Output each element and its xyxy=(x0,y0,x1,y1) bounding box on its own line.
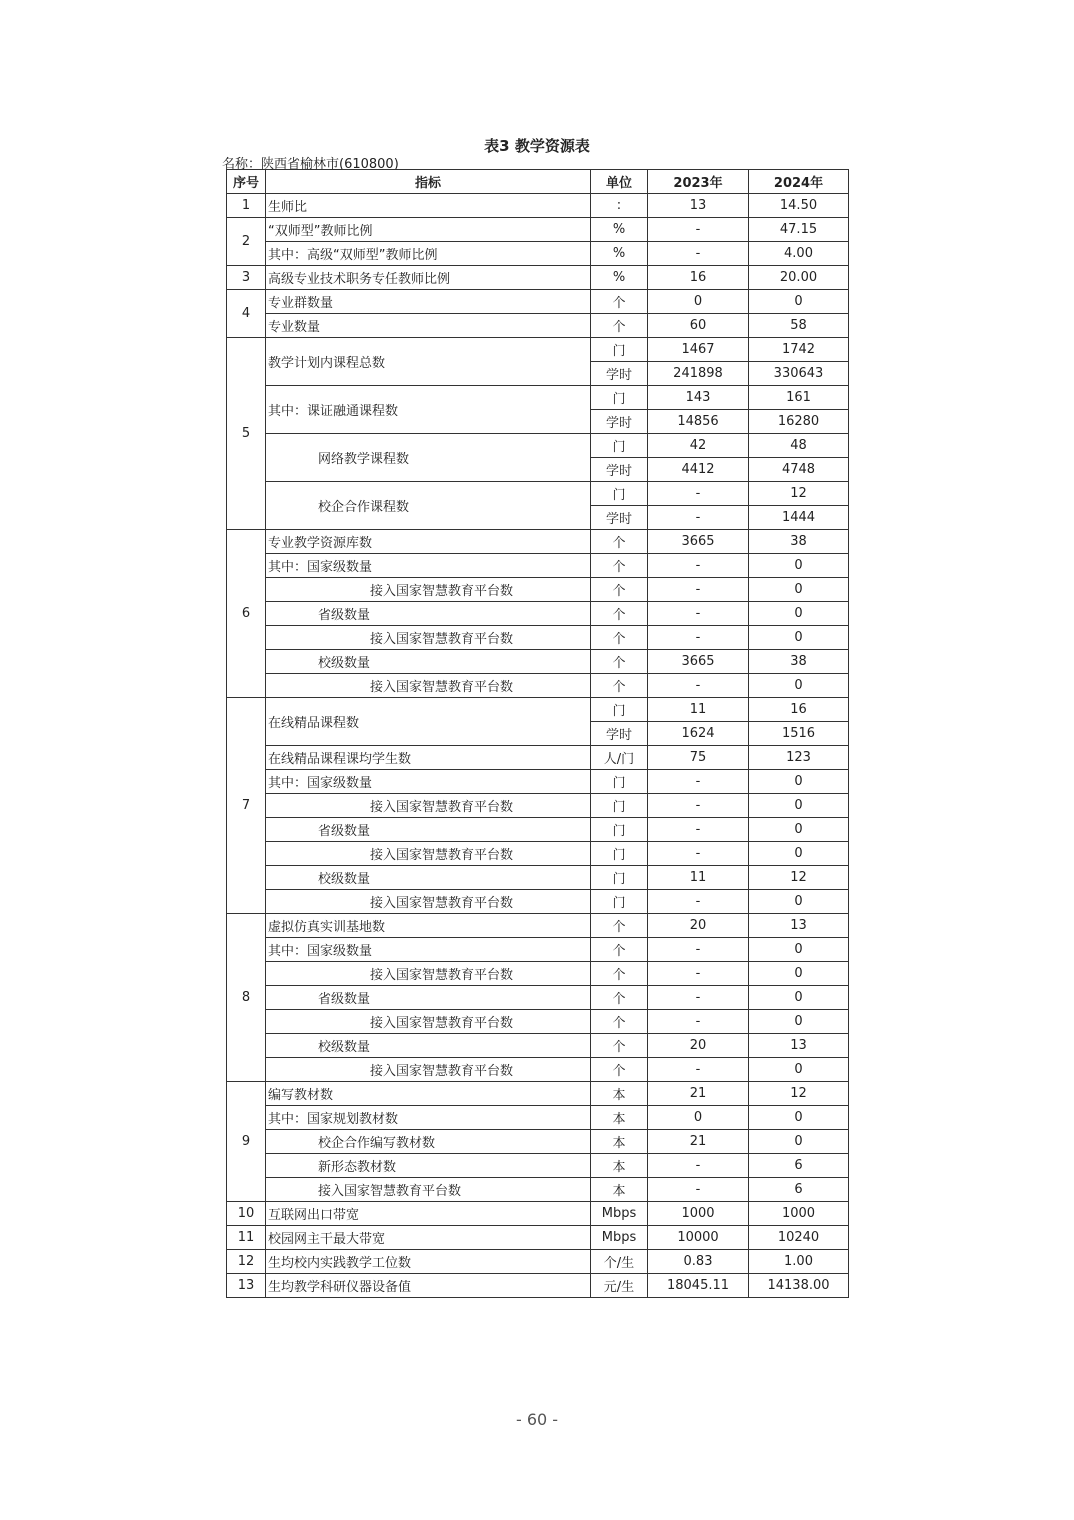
value-2024-cell: 14138.00 xyxy=(749,1274,849,1298)
value-2023-cell: - xyxy=(648,482,749,506)
indicator-cell: 接入国家智慧教育平台数 xyxy=(266,674,591,698)
unit-cell: 个 xyxy=(591,578,648,602)
unit-cell: 学时 xyxy=(591,362,648,386)
table-row xyxy=(227,770,849,794)
unit-cell: 本 xyxy=(591,1130,648,1154)
value-2024-cell: 12 xyxy=(749,1082,849,1106)
table-row xyxy=(227,602,849,626)
indicator-cell: 新形态教材数 xyxy=(266,1154,591,1178)
table-row xyxy=(227,1178,849,1202)
seq-cell: 11 xyxy=(227,1226,266,1250)
institution-name: 名称：陕西省榆林市(610800) xyxy=(222,157,399,172)
table-row xyxy=(227,626,849,650)
value-2023-cell: - xyxy=(648,218,749,242)
value-2024-cell: 38 xyxy=(749,530,849,554)
value-2023-cell: 0.83 xyxy=(648,1250,749,1274)
unit-cell: 个 xyxy=(591,938,648,962)
unit-cell: : xyxy=(591,194,648,218)
value-2024-cell: 1516 xyxy=(749,722,849,746)
indicator-cell: 高级专业技术职务专任教师比例 xyxy=(266,266,591,290)
page-number: - 60 - xyxy=(515,1410,559,1429)
unit-cell: 门 xyxy=(591,794,648,818)
unit-cell: 门 xyxy=(591,770,648,794)
indicator-cell: 省级数量 xyxy=(266,602,591,626)
value-2023-cell: 13 xyxy=(648,194,749,218)
value-2023-cell: - xyxy=(648,986,749,1010)
value-2023-cell: - xyxy=(648,626,749,650)
table-row xyxy=(227,938,849,962)
indicator-cell: 在线精品课程课均学生数 xyxy=(266,746,591,770)
indicator-cell: 生均教学科研仪器设备值 xyxy=(266,1274,591,1298)
value-2024-cell: 1444 xyxy=(749,506,849,530)
table-row xyxy=(227,674,849,698)
value-2024-cell: 0 xyxy=(749,554,849,578)
unit-cell: Mbps xyxy=(591,1226,648,1250)
value-2024-cell: 48 xyxy=(749,434,849,458)
indicator-cell: 互联网出口带宽 xyxy=(266,1202,591,1226)
value-2023-cell: - xyxy=(648,1154,749,1178)
table-row xyxy=(227,1202,849,1226)
unit-cell: 个/生 xyxy=(591,1250,648,1274)
header-unit: 单位 xyxy=(591,170,648,194)
value-2024-cell: 0 xyxy=(749,818,849,842)
value-2023-cell: 241898 xyxy=(648,362,749,386)
unit-cell: 个 xyxy=(591,1034,648,1058)
unit-cell: 学时 xyxy=(591,410,648,434)
unit-cell: 学时 xyxy=(591,458,648,482)
table-row xyxy=(227,386,849,410)
header-2023: 2023年 xyxy=(648,170,749,194)
value-2023-cell: 20 xyxy=(648,1034,749,1058)
table-row xyxy=(227,290,849,314)
value-2023-cell: - xyxy=(648,938,749,962)
value-2023-cell: 1000 xyxy=(648,1202,749,1226)
indicator-cell: 其中：国家级数量 xyxy=(266,770,591,794)
value-2023-cell: 11 xyxy=(648,866,749,890)
unit-cell: 个 xyxy=(591,1010,648,1034)
value-2024-cell: 0 xyxy=(749,578,849,602)
table-row xyxy=(227,1130,849,1154)
unit-cell: 门 xyxy=(591,818,648,842)
table-row xyxy=(227,986,849,1010)
indicator-cell: 网络教学课程数 xyxy=(266,434,591,482)
unit-cell: 学时 xyxy=(591,506,648,530)
unit-cell: 门 xyxy=(591,434,648,458)
value-2023-cell: - xyxy=(648,506,749,530)
value-2024-cell: 38 xyxy=(749,650,849,674)
indicator-cell: 校级数量 xyxy=(266,650,591,674)
value-2024-cell: 6 xyxy=(749,1178,849,1202)
value-2023-cell: - xyxy=(648,842,749,866)
indicator-cell: 专业数量 xyxy=(266,314,591,338)
unit-cell: 个 xyxy=(591,314,648,338)
table-row xyxy=(227,962,849,986)
header-row xyxy=(227,170,849,194)
unit-cell: 个 xyxy=(591,530,648,554)
value-2023-cell: 143 xyxy=(648,386,749,410)
indicator-cell: 编写教材数 xyxy=(266,1082,591,1106)
value-2023-cell: - xyxy=(648,770,749,794)
value-2024-cell: 1742 xyxy=(749,338,849,362)
unit-cell: 学时 xyxy=(591,722,648,746)
indicator-cell: 生师比 xyxy=(266,194,591,218)
unit-cell: 个 xyxy=(591,1058,648,1082)
value-2024-cell: 0 xyxy=(749,626,849,650)
value-2024-cell: 0 xyxy=(749,602,849,626)
value-2024-cell: 0 xyxy=(749,842,849,866)
indicator-cell: 专业群数量 xyxy=(266,290,591,314)
table-row xyxy=(227,914,849,938)
value-2024-cell: 0 xyxy=(749,1010,849,1034)
indicator-cell: 校级数量 xyxy=(266,1034,591,1058)
indicator-cell: 虚拟仿真实训基地数 xyxy=(266,914,591,938)
indicator-cell: 生均校内实践教学工位数 xyxy=(266,1250,591,1274)
indicator-cell: 接入国家智慧教育平台数 xyxy=(266,626,591,650)
value-2023-cell: 21 xyxy=(648,1130,749,1154)
seq-cell: 1 xyxy=(227,194,266,218)
indicator-cell: 接入国家智慧教育平台数 xyxy=(266,842,591,866)
value-2024-cell: 0 xyxy=(749,1058,849,1082)
seq-cell: 8 xyxy=(227,914,266,1082)
value-2024-cell: 12 xyxy=(749,866,849,890)
indicator-cell: 接入国家智慧教育平台数 xyxy=(266,890,591,914)
unit-cell: 本 xyxy=(591,1154,648,1178)
seq-cell: 7 xyxy=(227,698,266,914)
table-row xyxy=(227,314,849,338)
table-row xyxy=(227,818,849,842)
unit-cell: 个 xyxy=(591,626,648,650)
table-row xyxy=(227,1226,849,1250)
unit-cell: 个 xyxy=(591,674,648,698)
indicator-cell: 其中：国家级数量 xyxy=(266,554,591,578)
table-row xyxy=(227,866,849,890)
seq-cell: 2 xyxy=(227,218,266,266)
value-2024-cell: 0 xyxy=(749,1130,849,1154)
value-2023-cell: - xyxy=(648,674,749,698)
value-2023-cell: - xyxy=(648,818,749,842)
indicator-cell: 校企合作编写教材数 xyxy=(266,1130,591,1154)
value-2023-cell: - xyxy=(648,578,749,602)
value-2024-cell: 0 xyxy=(749,674,849,698)
indicator-cell: 在线精品课程数 xyxy=(266,698,591,746)
unit-cell: 门 xyxy=(591,386,648,410)
seq-cell: 3 xyxy=(227,266,266,290)
value-2023-cell: 0 xyxy=(648,1106,749,1130)
unit-cell: 门 xyxy=(591,866,648,890)
value-2024-cell: 0 xyxy=(749,962,849,986)
value-2023-cell: 0 xyxy=(648,290,749,314)
indicator-cell: 其中：国家规划教材数 xyxy=(266,1106,591,1130)
unit-cell: % xyxy=(591,266,648,290)
value-2023-cell: 14856 xyxy=(648,410,749,434)
table-row xyxy=(227,218,849,242)
unit-cell: 本 xyxy=(591,1082,648,1106)
indicator-cell: 接入国家智慧教育平台数 xyxy=(266,962,591,986)
value-2023-cell: - xyxy=(648,962,749,986)
unit-cell: % xyxy=(591,242,648,266)
table-row xyxy=(227,1106,849,1130)
value-2023-cell: 10000 xyxy=(648,1226,749,1250)
value-2023-cell: - xyxy=(648,554,749,578)
seq-cell: 4 xyxy=(227,290,266,338)
table-row xyxy=(227,578,849,602)
value-2024-cell: 0 xyxy=(749,794,849,818)
table-row xyxy=(227,434,849,458)
table-row xyxy=(227,746,849,770)
indicator-cell: 教学计划内课程总数 xyxy=(266,338,591,386)
table-row xyxy=(227,1034,849,1058)
value-2024-cell: 161 xyxy=(749,386,849,410)
unit-cell: 门 xyxy=(591,482,648,506)
value-2024-cell: 4.00 xyxy=(749,242,849,266)
value-2024-cell: 58 xyxy=(749,314,849,338)
value-2023-cell: - xyxy=(648,1178,749,1202)
table-row xyxy=(227,650,849,674)
unit-cell: 本 xyxy=(591,1178,648,1202)
table-row xyxy=(227,338,849,362)
header-indicator: 指标 xyxy=(266,170,591,194)
indicator-cell: 接入国家智慧教育平台数 xyxy=(266,578,591,602)
unit-cell: 个 xyxy=(591,290,648,314)
unit-cell: 个 xyxy=(591,554,648,578)
value-2023-cell: 11 xyxy=(648,698,749,722)
value-2024-cell: 1000 xyxy=(749,1202,849,1226)
value-2023-cell: 18045.11 xyxy=(648,1274,749,1298)
table-row xyxy=(227,530,849,554)
value-2024-cell: 13 xyxy=(749,914,849,938)
value-2023-cell: - xyxy=(648,242,749,266)
value-2024-cell: 4748 xyxy=(749,458,849,482)
value-2024-cell: 10240 xyxy=(749,1226,849,1250)
value-2023-cell: - xyxy=(648,794,749,818)
indicator-cell: 接入国家智慧教育平台数 xyxy=(266,1010,591,1034)
indicator-cell: 其中：高级“双师型”教师比例 xyxy=(266,242,591,266)
unit-cell: 门 xyxy=(591,698,648,722)
table-row xyxy=(227,842,849,866)
value-2024-cell: 0 xyxy=(749,1106,849,1130)
table-title: 表3 教学资源表 xyxy=(484,137,590,155)
table-row xyxy=(227,1010,849,1034)
seq-cell: 12 xyxy=(227,1250,266,1274)
value-2023-cell: - xyxy=(648,1010,749,1034)
value-2024-cell: 20.00 xyxy=(749,266,849,290)
value-2024-cell: 12 xyxy=(749,482,849,506)
value-2024-cell: 0 xyxy=(749,890,849,914)
unit-cell: 门 xyxy=(591,890,648,914)
value-2023-cell: 1624 xyxy=(648,722,749,746)
value-2023-cell: 20 xyxy=(648,914,749,938)
indicator-cell: 省级数量 xyxy=(266,818,591,842)
value-2023-cell: 42 xyxy=(648,434,749,458)
value-2023-cell: - xyxy=(648,890,749,914)
value-2023-cell: 75 xyxy=(648,746,749,770)
table-row xyxy=(227,698,849,722)
unit-cell: 门 xyxy=(591,338,648,362)
value-2024-cell: 330643 xyxy=(749,362,849,386)
indicator-cell: 接入国家智慧教育平台数 xyxy=(266,1058,591,1082)
table-row xyxy=(227,1154,849,1178)
value-2023-cell: 3665 xyxy=(648,650,749,674)
indicator-cell: 接入国家智慧教育平台数 xyxy=(266,1178,591,1202)
seq-cell: 6 xyxy=(227,530,266,698)
unit-cell: % xyxy=(591,218,648,242)
table-row xyxy=(227,554,849,578)
value-2024-cell: 0 xyxy=(749,938,849,962)
value-2024-cell: 13 xyxy=(749,1034,849,1058)
indicator-cell: 省级数量 xyxy=(266,986,591,1010)
table-row xyxy=(227,482,849,506)
unit-cell: 个 xyxy=(591,914,648,938)
unit-cell: 人/门 xyxy=(591,746,648,770)
unit-cell: Mbps xyxy=(591,1202,648,1226)
indicator-cell: 其中：国家级数量 xyxy=(266,938,591,962)
value-2024-cell: 0 xyxy=(749,770,849,794)
value-2024-cell: 123 xyxy=(749,746,849,770)
table-row xyxy=(227,890,849,914)
teaching-resources-table xyxy=(226,169,849,1298)
unit-cell: 门 xyxy=(591,842,648,866)
value-2023-cell: 60 xyxy=(648,314,749,338)
value-2023-cell: 16 xyxy=(648,266,749,290)
table-row xyxy=(227,242,849,266)
unit-cell: 个 xyxy=(591,602,648,626)
header-2024: 2024年 xyxy=(749,170,849,194)
value-2024-cell: 16 xyxy=(749,698,849,722)
seq-cell: 10 xyxy=(227,1202,266,1226)
indicator-cell: 校企合作课程数 xyxy=(266,482,591,530)
indicator-cell: 校级数量 xyxy=(266,866,591,890)
value-2023-cell: - xyxy=(648,602,749,626)
header-seq: 序号 xyxy=(227,170,266,194)
table-row xyxy=(227,1082,849,1106)
indicator-cell: 其中：课证融通课程数 xyxy=(266,386,591,434)
seq-cell: 13 xyxy=(227,1274,266,1298)
table-row xyxy=(227,1250,849,1274)
seq-cell: 9 xyxy=(227,1082,266,1202)
value-2023-cell: 4412 xyxy=(648,458,749,482)
value-2024-cell: 0 xyxy=(749,986,849,1010)
table-row xyxy=(227,1058,849,1082)
unit-cell: 本 xyxy=(591,1106,648,1130)
seq-cell: 5 xyxy=(227,338,266,530)
value-2024-cell: 14.50 xyxy=(749,194,849,218)
unit-cell: 个 xyxy=(591,962,648,986)
unit-cell: 个 xyxy=(591,650,648,674)
value-2024-cell: 0 xyxy=(749,290,849,314)
unit-cell: 元/生 xyxy=(591,1274,648,1298)
table-row xyxy=(227,1274,849,1298)
value-2024-cell: 16280 xyxy=(749,410,849,434)
value-2023-cell: 3665 xyxy=(648,530,749,554)
table-row xyxy=(227,266,849,290)
value-2023-cell: - xyxy=(648,1058,749,1082)
value-2023-cell: 21 xyxy=(648,1082,749,1106)
value-2024-cell: 47.15 xyxy=(749,218,849,242)
indicator-cell: “双师型”教师比例 xyxy=(266,218,591,242)
indicator-cell: 校园网主干最大带宽 xyxy=(266,1226,591,1250)
value-2024-cell: 1.00 xyxy=(749,1250,849,1274)
table-row xyxy=(227,194,849,218)
table-row xyxy=(227,794,849,818)
value-2024-cell: 6 xyxy=(749,1154,849,1178)
value-2023-cell: 1467 xyxy=(648,338,749,362)
unit-cell: 个 xyxy=(591,986,648,1010)
indicator-cell: 接入国家智慧教育平台数 xyxy=(266,794,591,818)
indicator-cell: 专业教学资源库数 xyxy=(266,530,591,554)
